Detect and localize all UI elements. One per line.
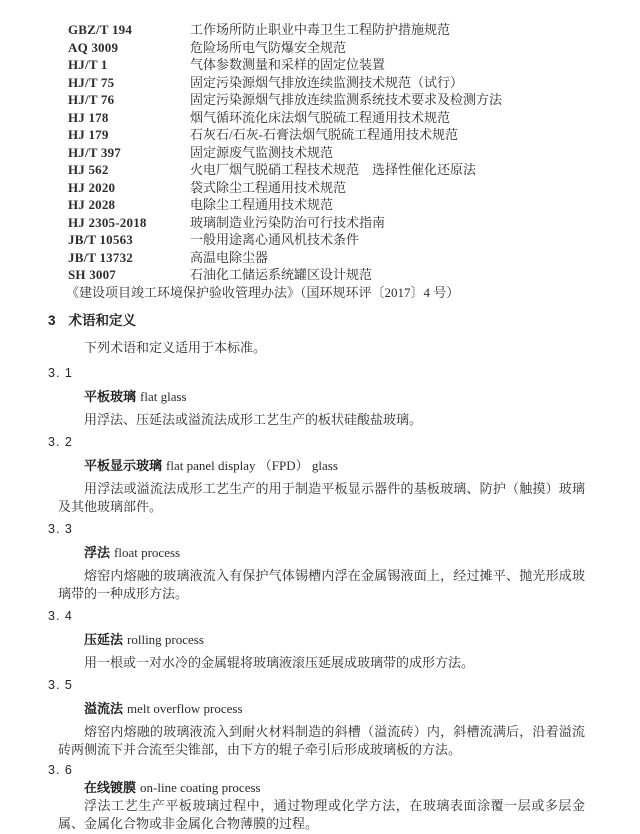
reference-title: 固定污染源烟气排放连续监测系统技术要求及检测方法 xyxy=(190,92,503,107)
references-table xyxy=(68,21,502,284)
term-number: 3. 1 xyxy=(48,366,73,380)
term-block xyxy=(48,433,585,516)
term-name-zh: 在线镀膜 xyxy=(84,780,137,795)
term-name xyxy=(84,457,585,475)
term-number: 3. 4 xyxy=(48,609,73,623)
reference-title: 工作场所防止职业中毒卫生工程防护措施规范 xyxy=(190,22,451,37)
term-name xyxy=(84,779,585,797)
reference-row xyxy=(68,266,502,284)
reference-title: 高温电除尘器 xyxy=(190,249,269,265)
term-block xyxy=(48,761,585,833)
reference-title: 一般用途离心通风机技术条件 xyxy=(190,232,360,247)
reference-row xyxy=(68,126,502,144)
reference-code: HJ/T 397 xyxy=(68,144,122,160)
term-number: 3. 2 xyxy=(48,435,73,449)
reference-title: 危险场所电气防爆安全规范 xyxy=(190,39,347,55)
reference-code: HJ/T 1 xyxy=(68,57,108,72)
reference-row xyxy=(68,39,502,57)
term-definition: 用浮法、压延法或溢流法成形工艺生产的板状硅酸盐玻璃。 xyxy=(84,412,423,427)
term-number: 3. 3 xyxy=(48,522,73,536)
term-block xyxy=(48,607,585,672)
term-name-en: melt overflow process xyxy=(127,701,243,716)
term-name xyxy=(84,544,585,562)
term-name-en: rolling process xyxy=(127,632,204,647)
term-name-zh: 溢流法 xyxy=(84,701,124,716)
term-name xyxy=(84,388,585,406)
section-intro: 下列术语和定义适用于本标准。 xyxy=(84,340,267,355)
section-number: 3 xyxy=(48,313,56,328)
term-name-zh: 压延法 xyxy=(84,632,124,647)
reference-row xyxy=(68,91,502,109)
reference-code: HJ/T 76 xyxy=(68,92,115,107)
term-name-zh: 平板显示玻璃 xyxy=(84,458,163,473)
term-name-en: float process xyxy=(114,545,181,560)
reference-code: HJ 178 xyxy=(68,109,109,125)
reference-row xyxy=(68,161,502,179)
term-definition: 用浮法或溢流法成形工艺生产的用于制造平板显示器件的基板玻璃、防护（触摸）玻璃及其他玻璃部件。 xyxy=(58,481,585,514)
reference-code: HJ 562 xyxy=(68,162,109,177)
reference-title: 玻璃制造业污染防治可行技术指南 xyxy=(190,214,386,230)
reference-code: JB/T 10563 xyxy=(68,232,133,247)
reference-code: HJ/T 75 xyxy=(68,74,115,90)
term-number: 3. 6 xyxy=(48,763,73,777)
reference-title: 烟气循环流化床法烟气脱硫工程通用技术规范 xyxy=(190,109,451,125)
management-measures-reference: 《建设项目竣工环境保护验收管理办法》（国环规环评〔2017〕4 号） xyxy=(66,284,460,300)
reference-row xyxy=(68,21,502,39)
term-name-en: flat panel display （FPD） glass xyxy=(166,458,338,473)
reference-title: 气体参数测量和采样的固定位装置 xyxy=(190,57,386,72)
reference-title: 石油化工储运系统罐区设计规范 xyxy=(190,267,373,282)
reference-code: JB/T 13732 xyxy=(68,249,133,265)
reference-row xyxy=(68,249,502,267)
reference-code: SH 3007 xyxy=(68,267,116,282)
reference-title: 火电厂烟气脱硝工程技术规范 选择性催化还原法 xyxy=(190,162,477,177)
reference-code: HJ 2305-2018 xyxy=(68,214,147,230)
term-name-en: on-line coating process xyxy=(140,780,261,795)
term-definition: 浮法工艺生产平板玻璃过程中，通过物理或化学方法，在玻璃表面涂覆一层或多层金属、金属化合物或非金属化合物薄膜的过程。 xyxy=(58,798,585,831)
reference-code: AQ 3009 xyxy=(68,39,119,55)
reference-row xyxy=(68,196,502,214)
reference-row xyxy=(68,179,502,197)
reference-code: HJ 2028 xyxy=(68,197,116,212)
reference-row xyxy=(68,56,502,74)
reference-title: 电除尘工程通用技术规范 xyxy=(190,197,334,212)
term-definition: 熔窑内熔融的玻璃液流入到耐火材料制造的斜槽（溢流砖）内，斜槽流满后，沿着溢流砖两侧流下并合流至尖锥部，由下方的辊子牵引后形成玻璃板的方法。 xyxy=(58,724,585,757)
reference-code: GBZ/T 194 xyxy=(68,22,133,37)
section-heading xyxy=(48,312,585,330)
reference-row xyxy=(68,74,502,92)
reference-row xyxy=(68,231,502,249)
reference-title: 石灰石/石灰-石膏法烟气脱硫工程通用技术规范 xyxy=(190,127,458,142)
term-block xyxy=(48,676,585,759)
term-name xyxy=(84,700,585,718)
reference-code: HJ 2020 xyxy=(68,179,116,195)
term-name xyxy=(84,631,585,649)
reference-title: 袋式除尘工程通用技术规范 xyxy=(190,179,347,195)
reference-code: HJ 179 xyxy=(68,127,109,142)
reference-row xyxy=(68,144,502,162)
term-number: 3. 5 xyxy=(48,678,73,692)
term-name-en: flat glass xyxy=(140,389,187,404)
term-block xyxy=(48,364,585,429)
term-name-zh: 浮法 xyxy=(84,545,111,560)
term-definition: 熔窑内熔融的玻璃液流入有保护气体锡槽内浮在金属锡液面上，经过摊平、抛光形成玻璃带的一种成形方法。 xyxy=(58,568,585,601)
term-name-zh: 平板玻璃 xyxy=(84,389,137,404)
reference-row xyxy=(68,109,502,127)
term-definition: 用一根或一对水冷的金属辊将玻璃液滚压延展成玻璃带的成形方法。 xyxy=(84,655,475,670)
reference-row xyxy=(68,214,502,232)
reference-title: 固定污染源烟气排放连续监测技术规范（试行） xyxy=(190,74,464,90)
reference-title: 固定源废气监测技术规范 xyxy=(190,144,334,160)
section-title: 术语和定义 xyxy=(68,313,137,328)
term-block xyxy=(48,520,585,603)
